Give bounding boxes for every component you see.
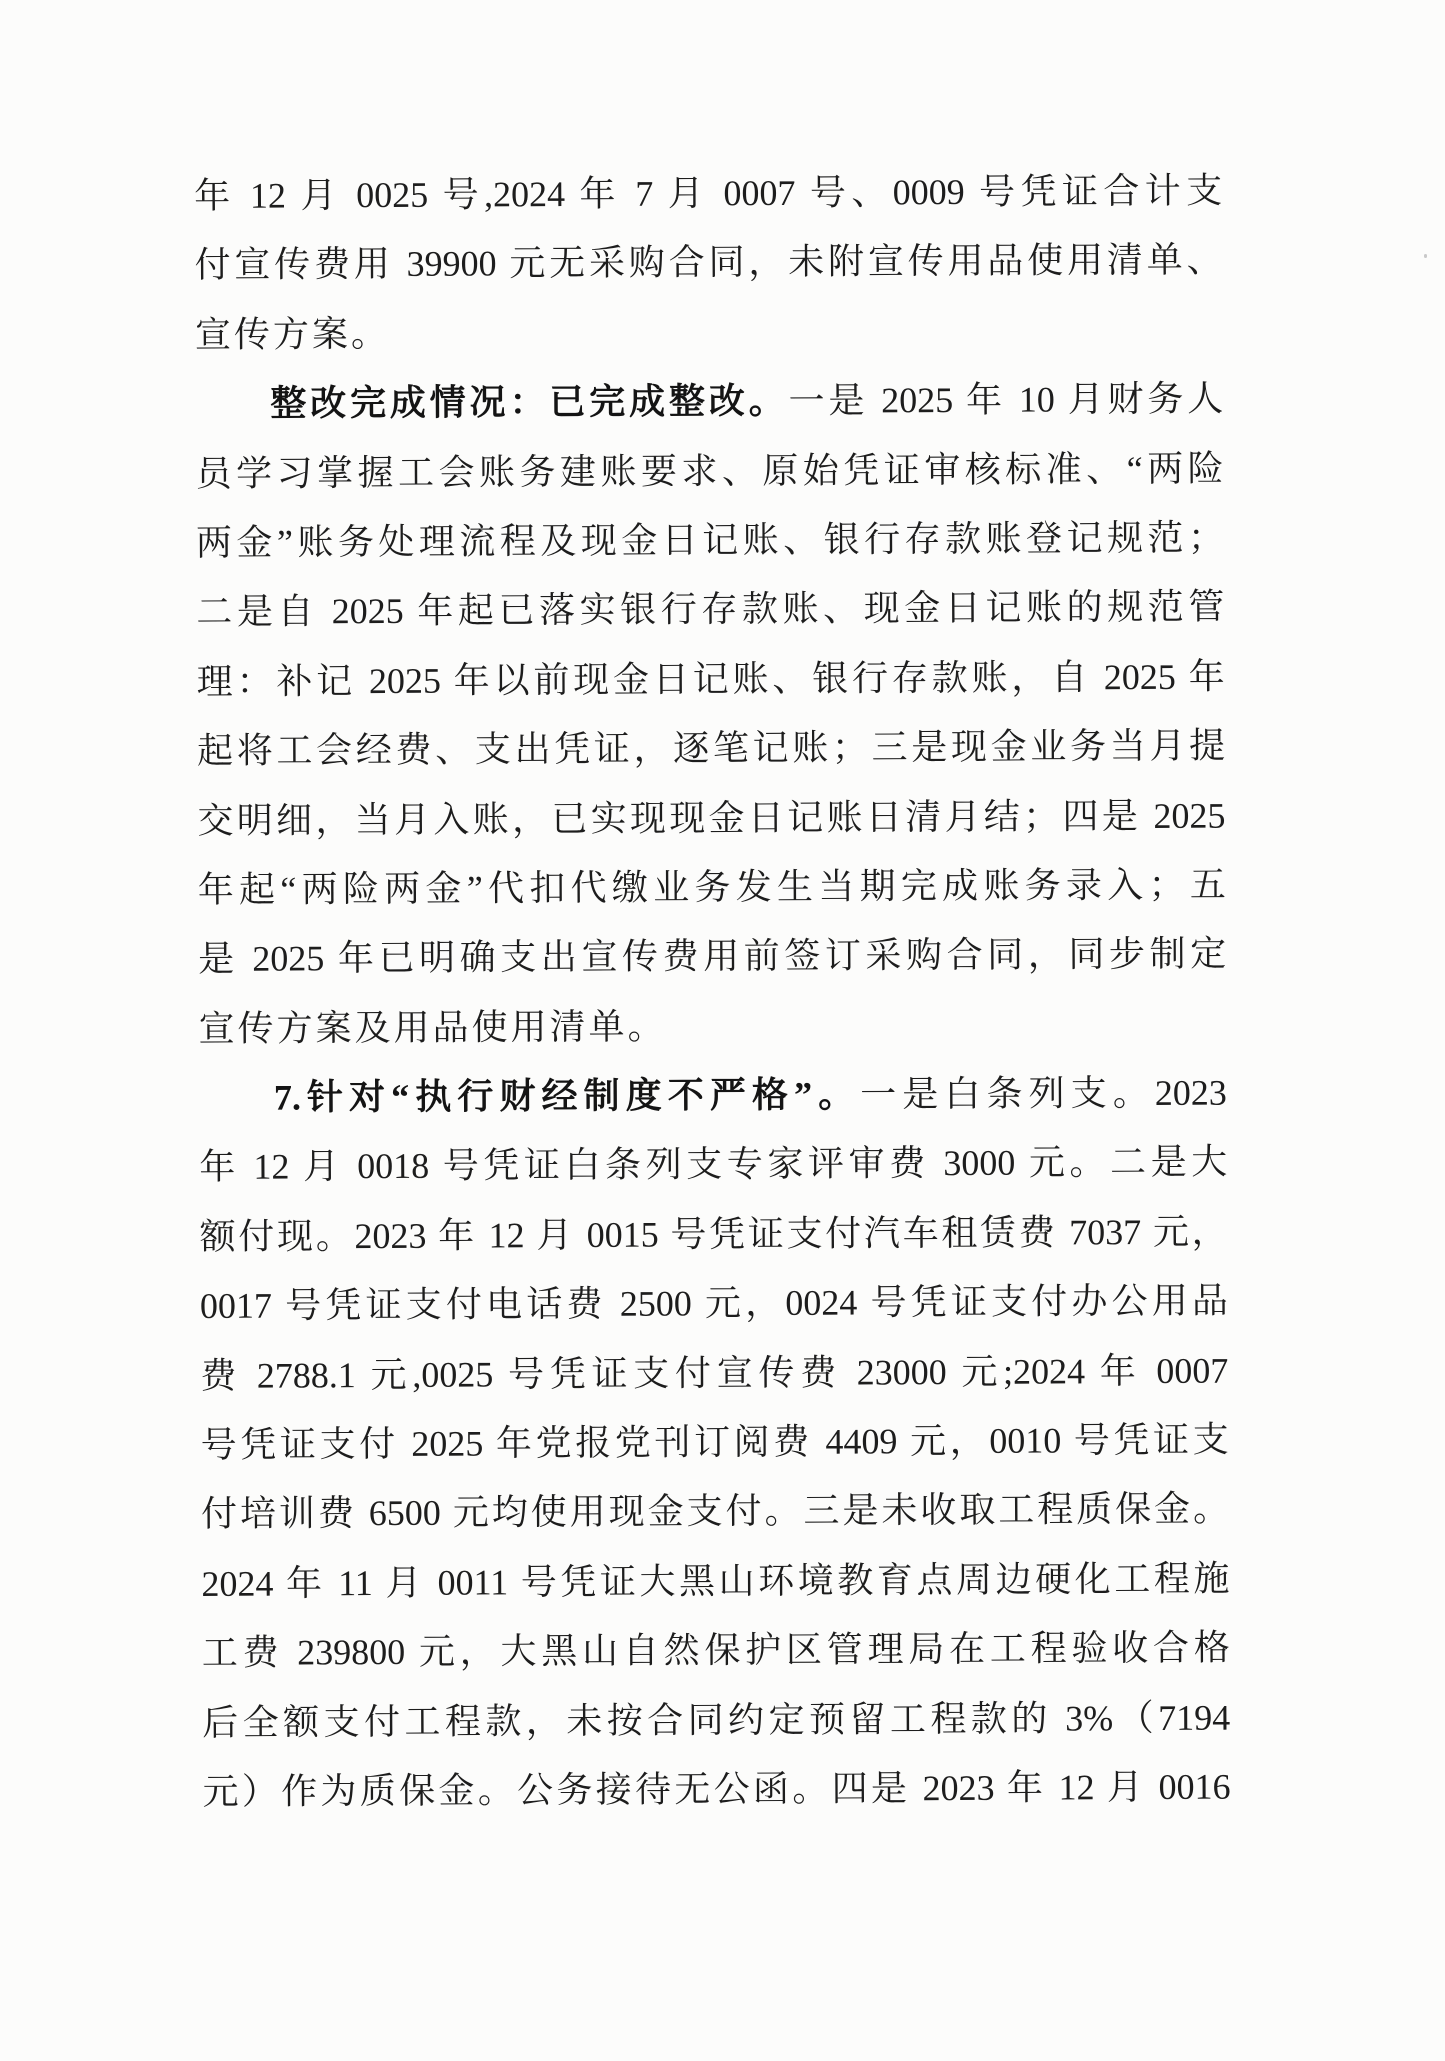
text-line: 二是自 2025 年起已落实银行存款账、现金日记账的规范管 (196, 586, 1225, 633)
text-line: 员学习掌握工会账务建账要求、原始凭证审核标准、“两险 (195, 448, 1224, 494)
paragraph-heading: 7.针对“执行财经制度不严格”。 (273, 1074, 861, 1118)
text-line: 费 2788.1 元,0025 号凭证支付宣传费 23000 元;2024 年 0007 (200, 1350, 1229, 1396)
text-line: 后全额支付工程款，未按合同约定预留工程款的 3%（7194 (202, 1697, 1231, 1743)
text-line-content: 一是白条列支。2023 (860, 1072, 1227, 1115)
scan-artifact (1424, 254, 1427, 258)
text-line: 年 12 月 0025 号,2024 年 7 月 0007 号、0009 号凭证合计支 (194, 170, 1223, 216)
text-line: 交明细，当月入账，已实现现金日记账日清月结；四是 2025 (197, 795, 1226, 841)
text-line (199, 1059, 1227, 1134)
text-line: 0017 号凭证支付电话费 2500 元，0024 号凭证支付办公用品 (199, 1280, 1229, 1327)
text-line: 付培训费 6500 元均使用现金支付。三是未收取工程质保金。 (200, 1489, 1230, 1535)
text-line: 工费 239800 元，大黑山自然保护区管理局在工程验收合格 (201, 1627, 1230, 1674)
text-line: 理：补记 2025 年以前现金日记账、银行存款账，自 2025 年 (196, 656, 1225, 702)
text-line: 起将工会经费、支出凭证，逐笔记账；三是现金业务当月提 (196, 725, 1226, 772)
text-line: 两金”账务处理流程及现金日记账、银行存款账登记规范； (195, 517, 1225, 563)
text-line: 额付现。2023 年 12 月 0015 号凭证支付汽车租赁费 7037 元， (199, 1211, 1228, 1257)
text-line: 是 2025 年已明确支出宣传费用前签订采购合同，同步制定 (198, 933, 1227, 980)
text-line: 年起“两险两金”代扣代缴业务发生当期完成账务录入；五 (197, 864, 1226, 910)
text-line: 年 12 月 0018 号凭证白条列支专家评审费 3000 元。二是大 (199, 1142, 1228, 1188)
text-line: 号凭证支付 2025 年党报党刊订阅费 4409 元，0010 号凭证支 (200, 1419, 1229, 1466)
text-line: 元）作为质保金。公务接待无公函。四是 2023 年 12 月 0016 (202, 1766, 1231, 1812)
text-line: 宣传方案。 (194, 313, 391, 355)
text-line-content: 一是 2025 年 10 月财务人 (788, 378, 1224, 422)
text-line: 付宣传费用 39900 元无采购合同，未附宣传用品使用清单、 (194, 240, 1223, 286)
document-body (194, 157, 1231, 1828)
text-line: 2024 年 11 月 0011 号凭证大黑山环境教育点周边硬化工程施 (201, 1558, 1230, 1604)
paragraph-heading: 整改完成情况：已完成整改。 (270, 381, 789, 424)
text-line (195, 365, 1223, 440)
text-line: 宣传方案及用品使用清单。 (198, 1006, 667, 1049)
